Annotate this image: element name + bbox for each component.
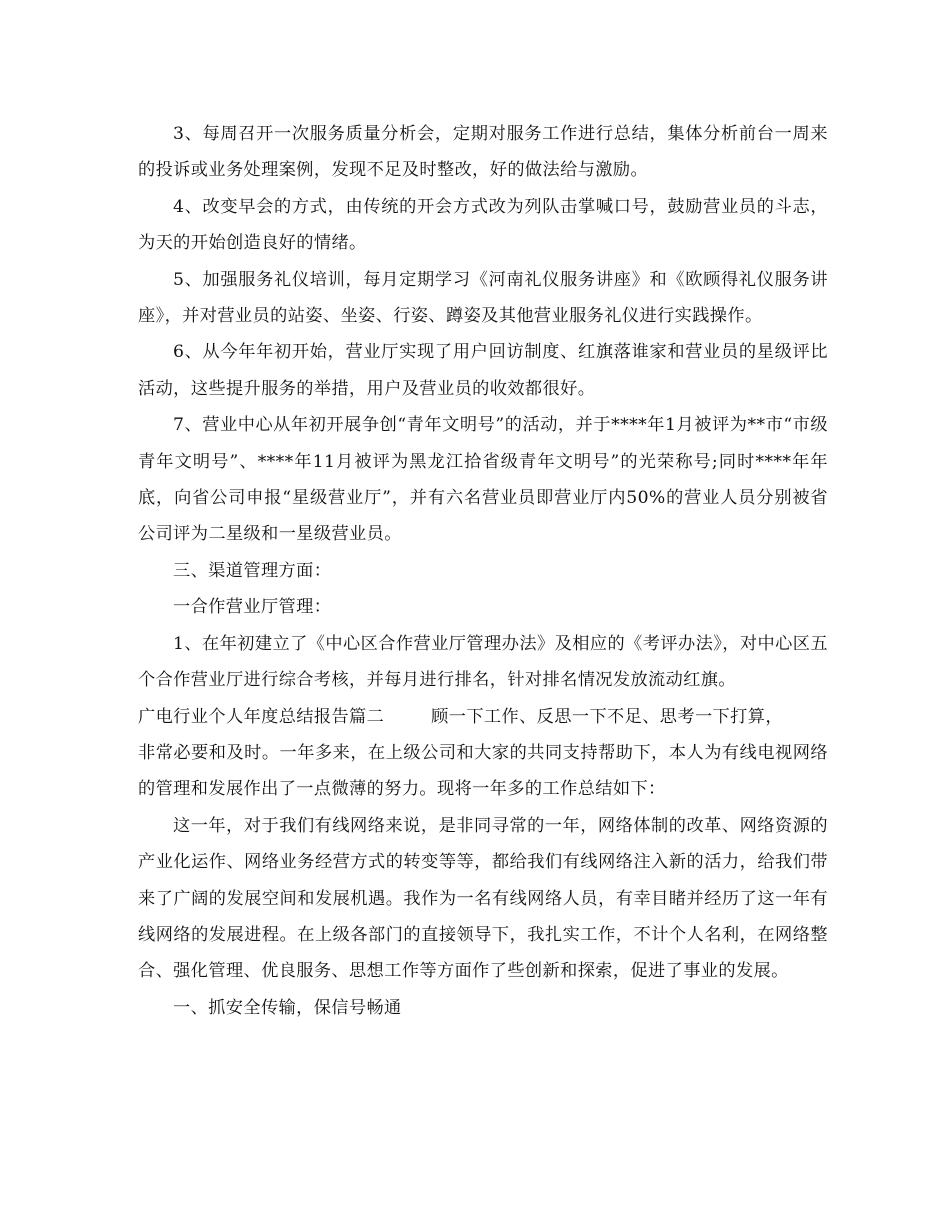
section-continuation: 非常必要和及时。一年多来，在上级公司和大家的共同支持帮助下，本人为有线电视网络的管理和发展作出了一点微薄的努力。现将一年多的工作总结如下： <box>138 742 828 800</box>
paragraph-item-3: 3、每周召开一次服务质量分析会，定期对服务工作进行总结，集体分析前台一周来的投诉或业务处理案例，发现不足及时整改，好的做法给与激励。 <box>138 124 828 181</box>
paragraph-year-review: 这一年，对于我们有线网络来说，是非同寻常的一年，网络体制的改革、网络资源的产业化运作、网络业务经营方式的转变等等，都给我们有线网络注入新的活力，给我们带来了广阔的发展空间和发展机遇。我作为一名有线网络人员，有幸目睹并经历了这一年有线网络的发展进程。在上级各部门的直接领导下，我扎实工作，不计个人名利，在网络整合、强化管理、优良服务、思想工作等方面作了些创新和探索，促进了事业的发展。 <box>138 815 828 982</box>
section-title: 广电行业个人年度总结报告篇二 <box>138 706 385 727</box>
section-title-line <box>138 699 828 735</box>
section-heading-channel-management: 三、渠道管理方面： <box>173 560 332 581</box>
section-first-line-rest: 顾一下工作、反思一下不足、思考一下打算， <box>431 706 783 727</box>
paragraph-item-4: 4、改变早会的方式，由传统的开会方式改为列队击掌喊口号，鼓励营业员的斗志，为天的开始创造良好的情绪。 <box>138 196 828 254</box>
paragraph-item-7: 7、营业中心从年初开展争创“青年文明号”的活动，并于****年1月被评为**市“市级青年文明号”、****年11月被评为黑龙江拾省级青年文明号”的光荣称号;同时****年年底，向省公司申报“星级营业厅”，并有六名营业员即营业厅内50%的营业人员分别被省公司评为二星级和一星级营业员。 <box>138 415 828 545</box>
paragraph-item-6: 6、从今年年初开始，营业厅实现了用户回访制度、红旗落谁家和营业员的星级评比活动，这些提升服务的举措，用户及营业员的收效都很好。 <box>138 342 828 399</box>
document-page <box>138 116 828 1026</box>
subheading-partner-hall: 一合作营业厅管理： <box>173 597 332 618</box>
paragraph-partner-hall-1: 1、在年初建立了《中心区合作营业厅管理办法》及相应的《考评办法》，对中心区五个合作营业厅进行综合考核，并每月进行排名，针对排名情况发放流动红旗。 <box>138 633 828 691</box>
section-heading-safe-transmission: 一、抓安全传输，保信号畅通 <box>173 997 402 1018</box>
paragraph-item-5: 5、加强服务礼仪培训，每月定期学习《河南礼仪服务讲座》和《欧顾得礼仪服务讲座》，并对营业员的站姿、坐姿、行姿、蹲姿及其他营业服务礼仪进行实践操作。 <box>138 269 828 327</box>
